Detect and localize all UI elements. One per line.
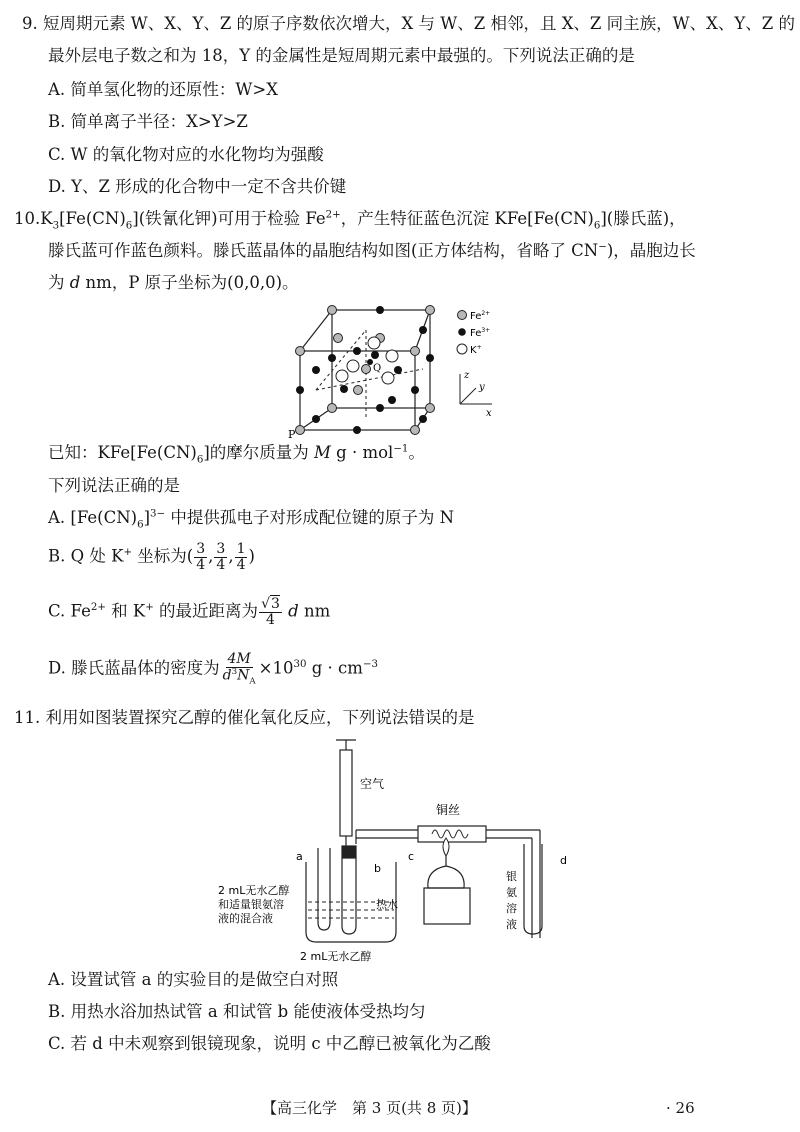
fe2-atom	[362, 365, 371, 374]
legend-fe2-swatch	[458, 311, 467, 320]
label-copper: 铜丝	[436, 803, 461, 817]
label-a: a	[296, 850, 303, 863]
fe2-atom	[328, 306, 337, 315]
label-c: c	[408, 850, 415, 863]
page-code: · 26	[666, 1099, 695, 1117]
label-hot-water: 热水	[376, 898, 398, 911]
q10-option-d: D. 滕氏蓝晶体的密度为 $\frac{4M}{d^3N_A}$ $\times 10^{30}$ $g \cdot cm^{-3}$	[48, 651, 379, 687]
fraction: $\frac{3}{4}$	[216, 541, 226, 573]
label-b: b	[374, 862, 381, 875]
fe3-atom	[353, 347, 361, 355]
fe3-atom	[419, 415, 427, 423]
fe3-atom	[353, 426, 361, 434]
fe3-atom	[371, 351, 379, 359]
q10-option-c: C. $Fe^{2+}$ 和 K+ 的最近距离为 $\frac{√3}{4}$ d nm	[48, 596, 331, 628]
q10-option-b: B. Q 处 K+ 坐标为( $\frac{3}{4}$ , $\frac{3}{4}$ , $\frac{1}{4}$ )	[48, 541, 255, 573]
label-ethanol: 2 mL无水乙醇	[300, 950, 372, 963]
legend-fe3-swatch	[458, 328, 466, 336]
fe2-atom	[296, 347, 305, 356]
label-q: Q	[373, 363, 382, 374]
crystal-cell-diagram	[280, 298, 520, 440]
page-footer: 【高三化学 第 3 页(共 8 页)】	[262, 1099, 477, 1117]
legend-k-label: K+	[470, 344, 482, 356]
legend-fe2-label: $Fe^{2+}$	[470, 310, 491, 322]
legend-k-swatch	[457, 344, 467, 354]
fe3-atom	[328, 354, 336, 362]
axis-y-label: y	[479, 382, 485, 393]
fe3-atom	[376, 404, 384, 412]
fraction: $\frac{3}{4}$	[196, 541, 206, 573]
fe3-atom	[376, 306, 384, 314]
fe3-atom	[411, 386, 419, 394]
k-ion	[347, 360, 359, 372]
q11-option-a: A. 设置试管 a 的实验目的是做空白对照	[48, 970, 339, 989]
q10-stem-line2: 滕氏蓝可作蓝色颜料。滕氏蓝晶体的晶胞结构如图(正方体结构，省略了 CN−)，晶胞边长	[48, 241, 696, 260]
label-air: 空气	[360, 777, 385, 791]
q10-given: 已知：$KFe[Fe(CN)_6]$的摩尔质量为 M g · mol$^{-1}$。	[48, 443, 425, 466]
k-ion	[368, 337, 380, 349]
fe3-atom	[312, 366, 320, 374]
q11-option-b: B. 用热水浴加热试管 a 和试管 b 能使液体受热均匀	[48, 1002, 426, 1021]
k-ion	[382, 372, 394, 384]
fe3-atom	[394, 366, 402, 374]
fe2-atom	[328, 404, 337, 413]
k-ion	[336, 370, 348, 382]
axis-z-label: z	[464, 370, 470, 381]
q11-stem: 11. 利用如图装置探究乙醇的催化氧化反应，下列说法错误的是	[14, 708, 475, 727]
q10-stem-line1: $10.K_3[Fe(CN)_6]$(铁氰化钾)可用于检验 $Fe^{2+}$，产生特征蓝色沉淀 $KFe[Fe(CN)_6]$(滕氏蓝)，	[14, 209, 686, 232]
q11-option-c: C. 若 d 中未观察到银镜现象，说明 c 中乙醇已被氧化为乙酸	[48, 1034, 491, 1053]
fraction: $\frac{1}{4}$	[236, 541, 246, 573]
fe3-atom	[426, 354, 434, 362]
fe3-atom	[388, 396, 396, 404]
fe2-atom	[411, 426, 420, 435]
fe2-atom	[296, 426, 305, 435]
fe2-atom	[426, 306, 435, 315]
q9-stem-line1: 9. 短周期元素 W、X、Y、Z 的原子序数依次增大，X 与 W、Z 相邻，且 X、Z 同主族，W、X、Y、Z 的	[22, 14, 795, 33]
fraction: $\frac{4M}{d^3N_A}$	[222, 651, 256, 687]
q10-prompt: 下列说法正确的是	[48, 476, 180, 495]
flame	[443, 838, 449, 856]
q9-option-d: D. Y、Z 形成的化合物中一定不含共价键	[48, 177, 347, 196]
fe3-atom	[312, 415, 320, 423]
q9-option-c: C. W 的氧化物对应的水化物均为强酸	[48, 145, 324, 164]
q9-stem-line2: 最外层电子数之和为 18，Y 的金属性是短周期元素中最强的。下列说法正确的是	[48, 46, 635, 65]
label-p: P	[288, 428, 296, 440]
label-mixture: 2 mL无水乙醇 和适量银氨溶 液的混合液	[218, 884, 290, 925]
fe2-atom	[426, 404, 435, 413]
fe3-atom	[296, 386, 304, 394]
label-d: d	[560, 854, 567, 867]
q9-option-b: B. 简单离子半径：X>Y>Z	[48, 112, 248, 131]
apparatus-diagram	[210, 738, 580, 968]
fe3-atom	[340, 385, 348, 393]
label-silver-ammonia: 银 氨 溶 液	[506, 870, 517, 931]
fe2-atom	[411, 347, 420, 356]
q9-option-a: A. 简单氢化物的还原性：W>X	[48, 80, 278, 99]
fe3-atom	[419, 326, 427, 334]
q10-stem-line3: 为 d nm，P 原子坐标为(0,0,0)。	[48, 273, 299, 292]
q10-option-a: A. $[Fe(CN)_6]^{3-}$ 中提供孤电子对形成配位键的原子为 N	[48, 508, 455, 531]
legend-fe3-label: $Fe^{3+}$	[470, 327, 491, 339]
axis-x-label: x	[486, 408, 492, 419]
fraction: $\frac{√3}{4}$	[261, 596, 280, 628]
k-ion	[386, 350, 398, 362]
fe2-atom	[354, 386, 363, 395]
fe2-atom	[334, 334, 343, 343]
copper-coil	[432, 830, 468, 838]
